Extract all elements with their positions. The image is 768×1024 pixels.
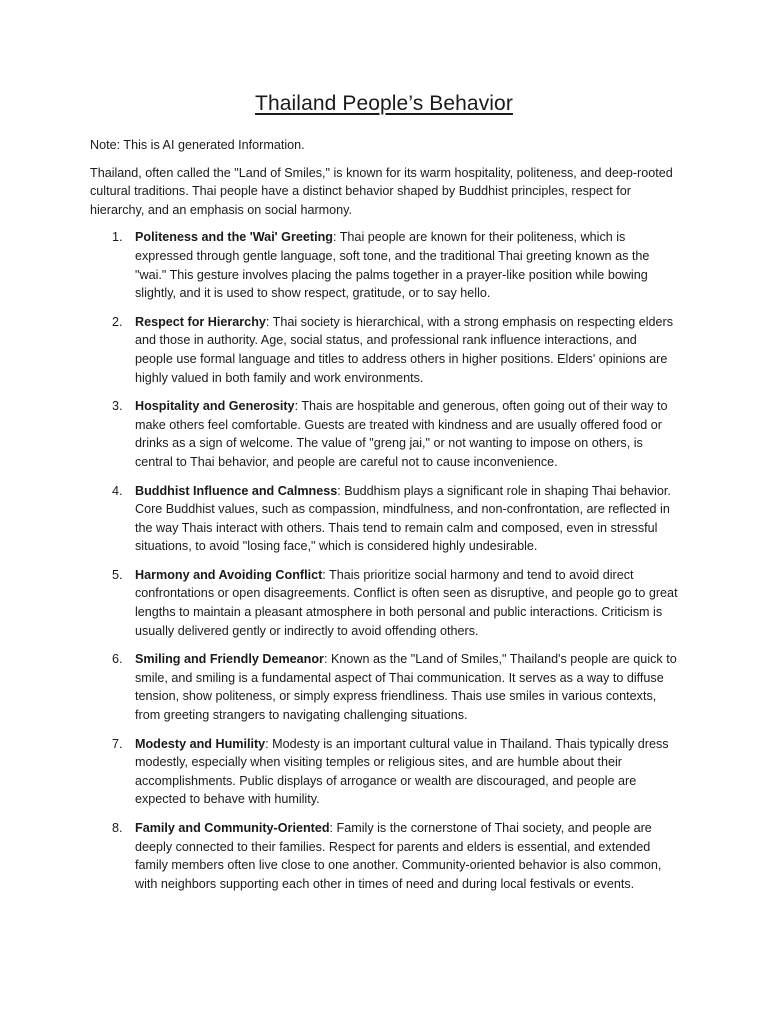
list-item-number: 7. — [112, 736, 123, 751]
list-item — [90, 650, 678, 724]
list-item-heading: Harmony and Avoiding Conflict — [135, 567, 323, 582]
list-item-heading: Family and Community-Oriented — [135, 821, 330, 835]
list-item-text: : Thais prioritize social harmony and tend to avoid direct confrontations or open disagreements. Conflict is often seen as disruptive, and people go to great lengths to maintain a pleasant atmosphere in both personal and public interactions. Criticism is usually delivered gently or indirectly to avoid offending others. — [135, 567, 678, 638]
intro-paragraph: Thailand, often called the "Land of Smiles," is known for its warm hospitality, politeness, and deep-rooted cultural traditions. Thai people have a distinct behavior shaped by Buddhist principles, respect for hierarchy, and an emphasis on social harmony. — [90, 165, 673, 217]
list-item-heading: Buddhist Influence and Calmness — [135, 483, 338, 498]
list-item-number: 2. — [112, 314, 123, 329]
list-item-text: : Family is the cornerstone of Thai society, and people are deeply connected to their families. Respect for parents and elders is essential, and extended family members often live close to one another. Community-oriented behavior is also common, with neighbors supporting each other in times of need and during local festivals or events. — [135, 821, 662, 891]
list-item-heading: Smiling and Friendly Demeanor — [135, 652, 324, 667]
list-item-number: 5. — [112, 567, 123, 582]
list-item-number: 4. — [112, 483, 123, 498]
list-item — [90, 313, 678, 387]
list-item — [90, 397, 678, 471]
list-item-text: : Modesty is an important cultural value in Thailand. Thais typically dress modestly, especially when visiting temples or religious sites, and are humble about their accomplishments. Public displays of arrogance or wealth are discouraged, and people are expected to behave with humility. — [135, 736, 669, 807]
list-item-text: : Thai people are known for their politeness, which is expressed through gentle language, soft tone, and the traditional Thai greeting known as the "wai." This gesture involves placing the palms together in a prayer-like position while bowing slightly, and it is used to show respect, gratitude, or to say hello. — [135, 230, 650, 301]
list-item-text: : Thais are hospitable and generous, often going out of their way to make others feel comfortable. Guests are treated with kindness and are usually offered food or drinks as a sign of welcome. The value of "greng jai," or not wanting to impose on others, is central to Thai behavior, and people are careful not to cause inconvenience. — [135, 399, 668, 469]
list-item-heading: Hospitality and Generosity — [135, 399, 295, 414]
list-item — [90, 228, 678, 302]
list-item-heading: Modesty and Humility — [135, 736, 266, 751]
page-title: Thailand People’s Behavior — [255, 92, 513, 115]
behavior-list — [90, 228, 678, 893]
list-item-number: 6. — [112, 652, 123, 667]
list-item — [90, 735, 678, 809]
list-item-number: 1. — [112, 230, 123, 245]
list-item-text: : Buddhism plays a significant role in shaping Thai behavior. Core Buddhist values, such as compassion, mindfulness, and non-confrontation, are reflected in the way Thais interact with others. Thais tend to remain calm and composed, even in stressful situations, to avoid "losing face," which is considered highly undesirable. — [135, 483, 671, 554]
list-item-text: : Known as the "Land of Smiles," Thailand's people are quick to smile, and smiling is a fundamental aspect of Thai communication. It serves as a way to diffuse tension, show politeness, or simply express friendliness. Thais use smiles in various contexts, from greeting strangers to navigating challenging situations. — [135, 652, 677, 723]
list-item-number: 3. — [112, 399, 123, 414]
list-item-heading: Respect for Hierarchy — [135, 314, 266, 329]
list-item-text: : Thai society is hierarchical, with a strong emphasis on respecting elders and those in authority. Age, social status, and professional rank influence interactions, and people use formal language and titles to address others in higher positions. Elders' opinions are highly valued in both family and work environments. — [135, 314, 674, 385]
list-item-heading: Politeness and the 'Wai' Greeting — [135, 230, 333, 245]
list-item-number: 8. — [112, 821, 123, 835]
list-item — [90, 566, 678, 640]
ai-note: Note: This is AI generated Information. — [90, 138, 305, 152]
list-item — [90, 482, 678, 556]
list-item — [90, 819, 678, 893]
